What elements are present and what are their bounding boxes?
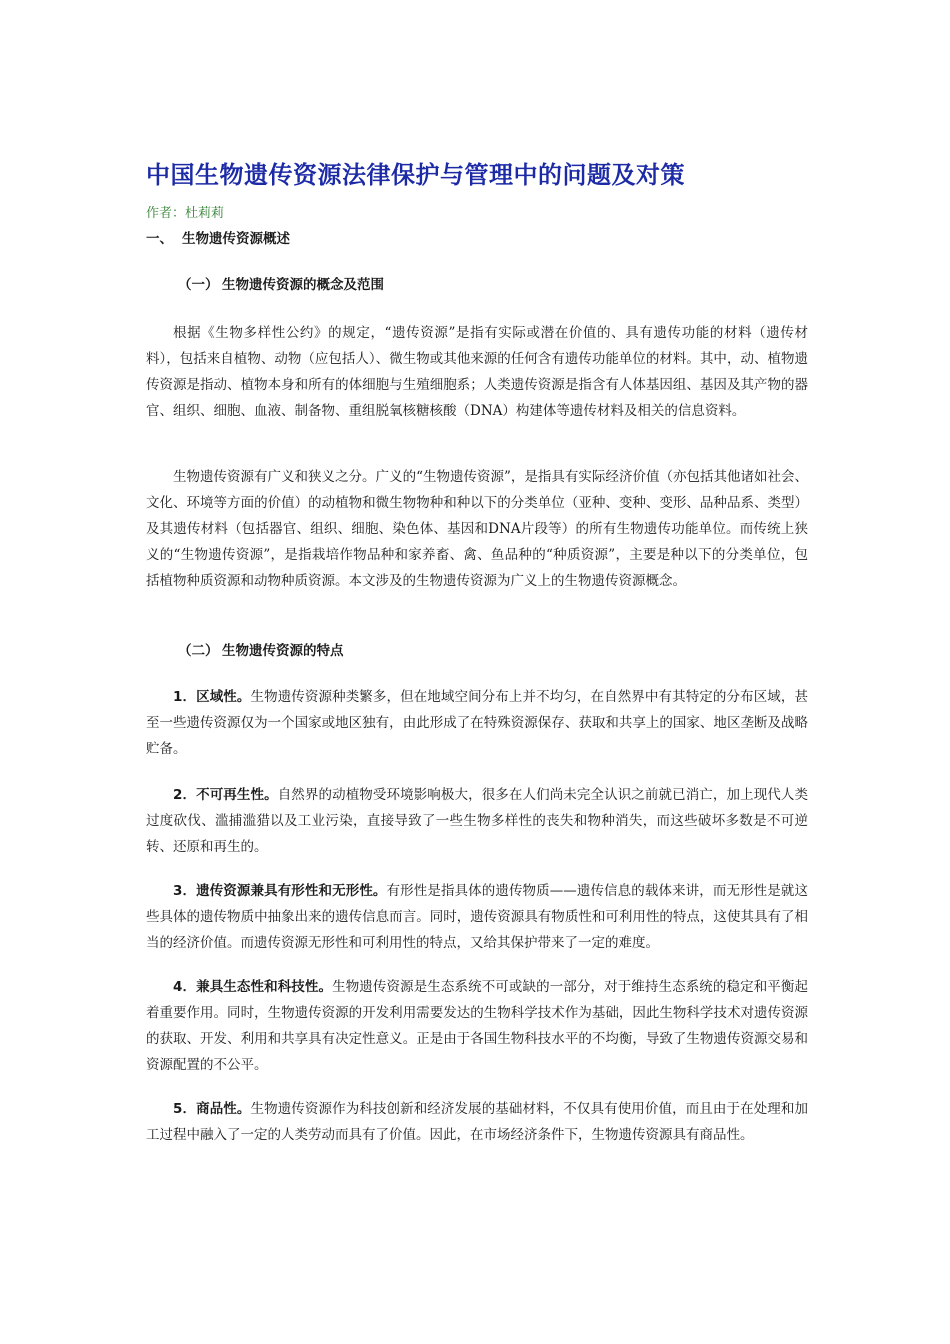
- feature-text: 有形性是指具体的遗传物质——遗传信息的载体来讲，而无形性是就这些具体的遗传物质中抽象出来的遗传信息而言。同时，遗传资源具有物质性和可利用性的特点，这使其具有了相当的经济价值。而遗传资源无形性和可利用性的特点，又给其保护带来了一定的难度。: [146, 883, 808, 951]
- section-heading-1: [146, 230, 290, 248]
- subsection-number: （一）: [178, 277, 219, 293]
- author-line: 作者：杜莉莉: [146, 206, 225, 221]
- feature-item-nonrenewable: [146, 782, 808, 860]
- document-title: 中国生物遗传资源法律保护与管理中的问题及对策: [146, 161, 685, 189]
- feature-item-ecological-technological: [146, 974, 808, 1078]
- subsection-heading-text: 生物遗传资源的概念及范围: [222, 277, 384, 293]
- feature-text: 生物遗传资源作为科技创新和经济发展的基础材料，不仅具有使用价值，而且由于在处理和加工过程中融入了一定的人类劳动而具有了价值。因此，在市场经济条件下，生物遗传资源具有商品性。: [146, 1101, 808, 1143]
- paragraph-scope: 生物遗传资源有广义和狭义之分。广义的“生物遗传资源”，是指具有实际经济价值（亦包括其他诸如社会、文化、环境等方面的价值）的动植物和微生物物种和种以下的分类单位（亚种、变种、变形、品种品系、类型）及其遗传材料（包括器官、组织、细胞、染色体、基因和DNA片段等）的所有生物遗传功能单位。而传统上狭义的“生物遗传资源”，是指栽培作物品种和家养畜、禽、鱼品种的“种质资源”，主要是种以下的分类单位，包括植物种质资源和动物种质资源。本文涉及的生物遗传资源为广义上的生物遗传资源概念。: [146, 469, 808, 589]
- feature-lead: 3．遗传资源兼具有形性和无形性。: [173, 883, 387, 899]
- subsection-heading-2: [178, 642, 344, 660]
- subsection-number: （二）: [178, 643, 219, 659]
- section-heading-text: 生物遗传资源概述: [182, 231, 290, 247]
- subsection-heading-1: [178, 276, 384, 294]
- feature-item-commodity: [146, 1096, 808, 1148]
- feature-text: 生物遗传资源种类繁多，但在地域空间分布上并不均匀，在自然界中有其特定的分布区域，甚至一些遗传资源仅为一个国家或地区独有，由此形成了在特殊资源保存、获取和共享上的国家、地区垄断及战略贮备。: [146, 689, 808, 757]
- feature-lead: 4．兼具生态性和科技性。: [173, 979, 333, 995]
- paragraph-definition: 根据《生物多样性公约》的规定，“遗传资源”是指有实际或潜在价值的、具有遗传功能的材料（遗传材料），包括来自植物、动物（应包括人）、微生物或其他来源的任何含有遗传功能单位的材料。其中，动、植物遗传资源是指动、植物本身和所有的体细胞与生殖细胞系；人类遗传资源是指含有人体基因组、基因及其产物的器官、组织、细胞、血液、制备物、重组脱氧核糖核酸（DNA）构建体等遗传材料及相关的信息资料。: [146, 325, 808, 419]
- feature-text: 生物遗传资源是生态系统不可或缺的一部分，对于维持生态系统的稳定和平衡起着重要作用。同时，生物遗传资源的开发利用需要发达的生物科学技术作为基础，因此生物科学技术对遗传资源的获取、开发、利用和共享具有决定性意义。正是由于各国生物科技水平的不均衡，导致了生物遗传资源交易和资源配置的不公平。: [146, 979, 808, 1073]
- feature-lead: 5．商品性。: [173, 1101, 251, 1117]
- feature-item-tangible-intangible: [146, 878, 808, 956]
- feature-text: 自然界的动植物受环境影响极大，很多在人们尚未完全认识之前就已消亡，加上现代人类过度砍伐、滥捕滥猎以及工业污染，直接导致了一些生物多样性的丧失和物种消失，而这些破坏多数是不可逆转、还原和再生的。: [146, 787, 808, 855]
- section-number: 一、: [146, 231, 173, 247]
- feature-lead: 1．区域性。: [173, 689, 251, 705]
- feature-item-regional: [146, 684, 808, 762]
- subsection-heading-text: 生物遗传资源的特点: [222, 643, 344, 659]
- feature-lead: 2．不可再生性。: [173, 787, 278, 803]
